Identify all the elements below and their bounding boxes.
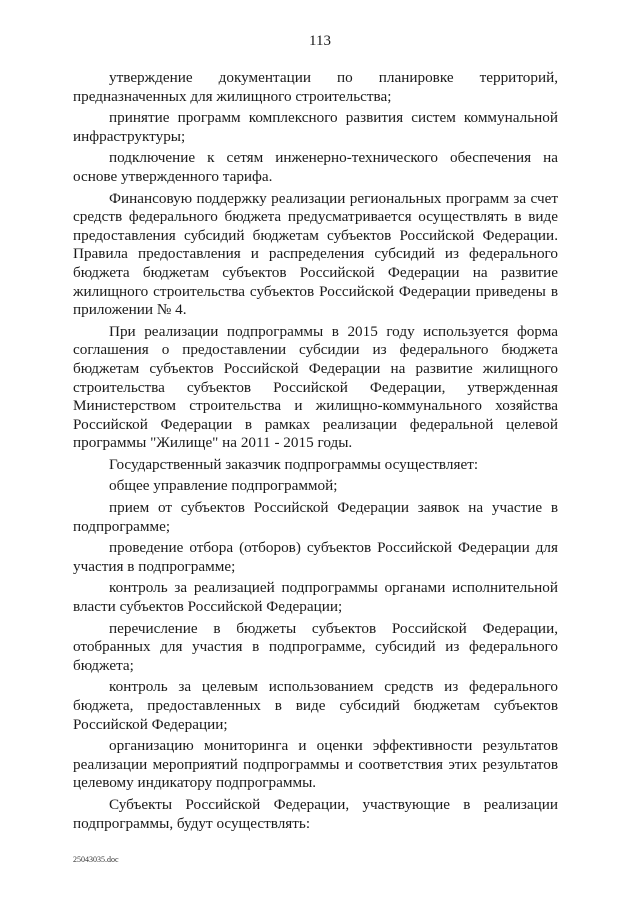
page-number: 113 [309,33,331,49]
paragraph: Государственный заказчик подпрограммы осуществляет: [109,455,479,473]
paragraph: организацию мониторинга и оценки эффективности результатов реализации мероприятий подпрограммы и соответствия этих результатов целевому индикатору подпрограммы. [73,737,558,792]
paragraph: При реализации подпрограммы в 2015 году используется форма соглашения о предоставлении субсидии из федерального бюджета бюджетам субъектов Российской Федерации на развитие жилищного строительства субъектов Российской Федерации, утвержденная Министерством строительства и жилищно-коммунального хозяйства Российской Федерации в рамках реализации федеральной целевой программы "Жилище" на 2011 - 2015 годы. [73,322,558,452]
paragraph: Финансовую поддержку реализации региональных программ за счет средств федерального бюджета предусматривается осуществлять в виде предоставления субсидий бюджетам субъектов Российской Федерации. Правила предоставления и распределения субсидий из федерального бюджета бюджетам субъектов Российской Федерации на развитие жилищного строительства субъектов Российской Федерации приведены в приложении № 4. [73,189,558,319]
document-body [73,69,558,836]
paragraph: Субъекты Российской Федерации, участвующие в реализации подпрограммы, будут осуществлять: [73,795,558,832]
paragraph: принятие программ комплексного развития систем коммунальной инфраструктуры; [73,109,558,145]
paragraph: контроль за целевым использованием средств из федерального бюджета, предоставленных в виде субсидий бюджетам субъектов Российской Федерации; [73,678,558,733]
paragraph: общее управление подпрограммой; [109,477,338,495]
paragraph: контроль за реализацией подпрограммы органами исполнительной власти субъектов Российской Федерации; [73,579,558,616]
paragraph: перечисление в бюджеты субъектов Российской Федерации, отобранных для участия в подпрограмме, субсидий из федерального бюджета; [73,619,558,674]
paragraph: проведение отбора (отборов) субъектов Российской Федерации для участия в подпрограмме; [73,539,558,575]
paragraph: подключение к сетям инженерно-технического обеспечения на основе утвержденного тарифа. [73,149,558,185]
paragraph: утверждение документации по планировке территорий, предназначенных для жилищного строительства; [73,69,558,105]
footer-file-code: 25043035.doc [73,855,119,864]
paragraph: прием от субъектов Российской Федерации заявок на участие в подпрограмме; [73,499,558,535]
